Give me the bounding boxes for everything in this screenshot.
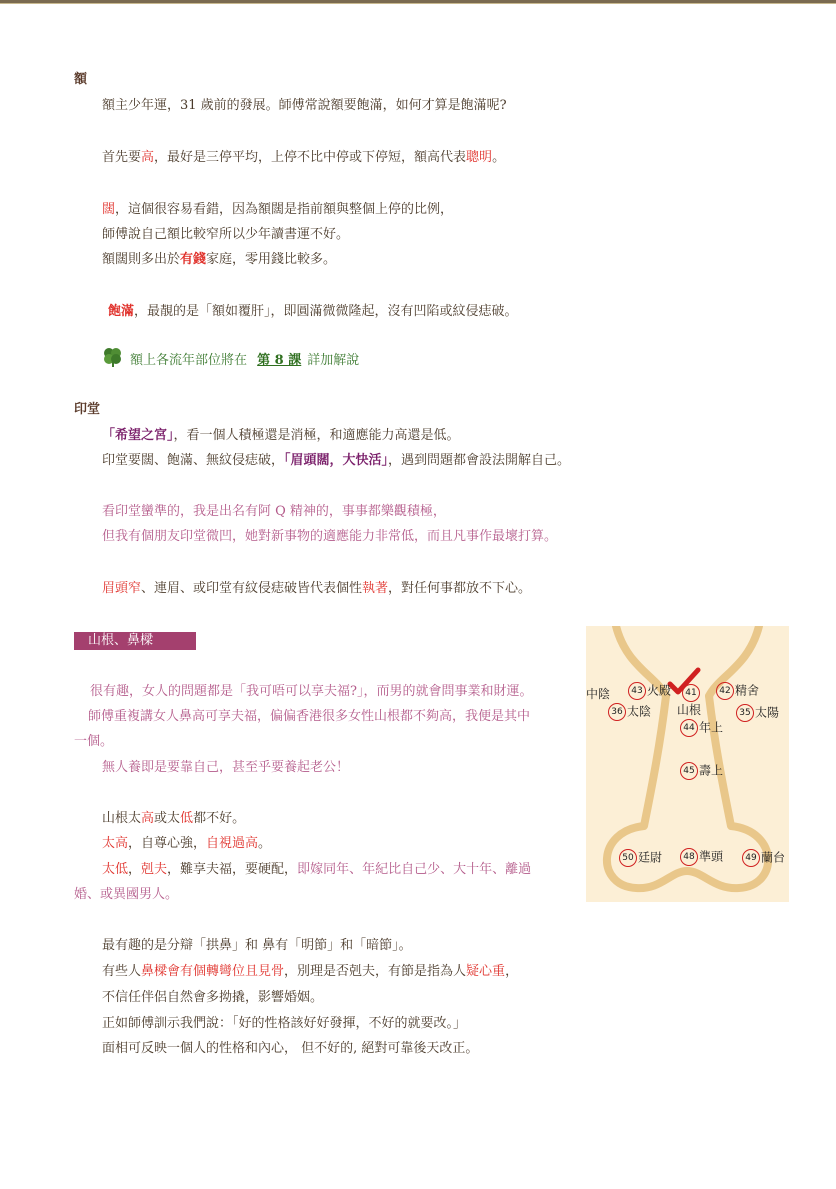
forehead-line-6: 飽滿，最靚的是「額如覆肝」，即圓滿微微隆起，沒有凹陷或紋侵痣破。 [108, 304, 518, 319]
nose-line-4: 最有趣的是分辯「拱鼻」和 鼻有「明節」和「暗節」。 [102, 938, 412, 953]
diagram-pos-43: 43 火殿 [628, 682, 671, 700]
yintang-line-2: 印堂要闊、飽滿、無紋侵痣破，「眉頭闊，大快活」，遇到問題都會設法開解自己。 [102, 453, 571, 468]
diagram-pos-45: 45 壽上 [680, 762, 723, 780]
diagram-pos-44: 44 年上 [680, 719, 723, 737]
section-title-forehead: 額 [74, 72, 88, 87]
nose-line-7: 正如師傅訓示我們說：「好的性格該好好發揮，不好的就要改。」 [102, 1016, 467, 1031]
forehead-line-3: 闊，這個很容易看錯，因為額闊是指前額與整個上停的比例， [102, 202, 454, 217]
nose-personal-2: 師傅重複講女人鼻高可享夫福，偏偏香港很多女性山根都不夠高，我便是其中 [88, 709, 531, 724]
top-rule-thin [0, 3, 836, 4]
diagram-label-zhongyin: 中陰 [586, 687, 611, 701]
face-position-diagram [586, 626, 789, 902]
nose-personal-1: 很有趣，女人的問題都是「我可唔可以享夫福?」，而男的就會問事業和財運。 [90, 684, 533, 699]
diagram-pos-48: 48 準頭 [680, 848, 723, 866]
forehead-line-5: 額闊則多出於有錢家庭，零用錢比較多。 [102, 252, 337, 267]
section-title-yintang: 印堂 [74, 402, 101, 417]
lesson-8-link[interactable]: 第 8 課 [257, 353, 302, 368]
diagram-pos-36: 36 太陰 [608, 703, 651, 721]
diagram-pos-35: 35 太陽 [736, 704, 779, 722]
diagram-pos-50: 50 廷尉 [619, 849, 662, 867]
nose-personal-3: 無人養即是要靠自己，甚至乎要養起老公！ [102, 760, 350, 775]
diagram-pos-42: 42 精舍 [716, 682, 759, 700]
forehead-line-2: 首先要高，最好是三停平均，上停不比中停或下停短，額高代表聰明。 [102, 150, 506, 165]
yintang-line-1: 「希望之宮」，看一個人積極還是消極，和適應能力高還是低。 [102, 428, 460, 443]
nose-personal-2b: 一個。 [74, 734, 114, 749]
diagram-pos-49: 49 蘭台 [742, 849, 785, 867]
nose-line-1: 山根太高或太低都不好。 [102, 811, 246, 826]
nose-line-3: 太低，剋夫，難享夫福，要硬配，即嫁同年、年紀比自己少、大十年、離過 [102, 862, 532, 877]
diagram-label-shangen: 山根 [677, 703, 702, 717]
nose-line-2: 太高，自尊心強，自視過高。 [102, 836, 272, 851]
diagram-pos-41: 41 [682, 684, 701, 702]
lesson-note: 額上各流年部位將在 第 8 課 詳加解說 [102, 347, 359, 370]
yintang-personal-1: 看印堂蠻準的，我是出名有阿 Q 精神的，事事都樂觀積極， [102, 504, 446, 519]
nose-line-3b: 婚、或異國男人。 [74, 887, 179, 902]
yintang-line-3: 眉頭窄、連眉、或印堂有紋侵痣破皆代表個性執著，對任何事都放不下心。 [102, 581, 532, 596]
clover-icon [102, 347, 124, 367]
nose-line-5: 有些人鼻樑會有個轉彎位且見骨，別理是否剋夫，有節是指為人疑心重， [102, 964, 519, 979]
nose-line-6: 不信任伴侶自然會多拗撬，影響婚姻。 [102, 990, 324, 1005]
nose-line-8: 面相可反映一個人的性格和內心， 但不好的, 絕對可靠後天改正。 [102, 1041, 479, 1056]
forehead-line-1: 額主少年運，31 歲前的發展。師傅常說額要飽滿，如何才算是飽滿呢? [102, 98, 507, 113]
yintang-personal-2: 但我有個朋友印堂微凹，她對新事物的適應能力非常低，而且凡事作最壞打算。 [102, 529, 558, 544]
section-band-nose: 山根、鼻樑 [74, 632, 196, 650]
forehead-line-4: 師傅說自己額比較窄所以少年讀書運不好。 [102, 227, 350, 242]
